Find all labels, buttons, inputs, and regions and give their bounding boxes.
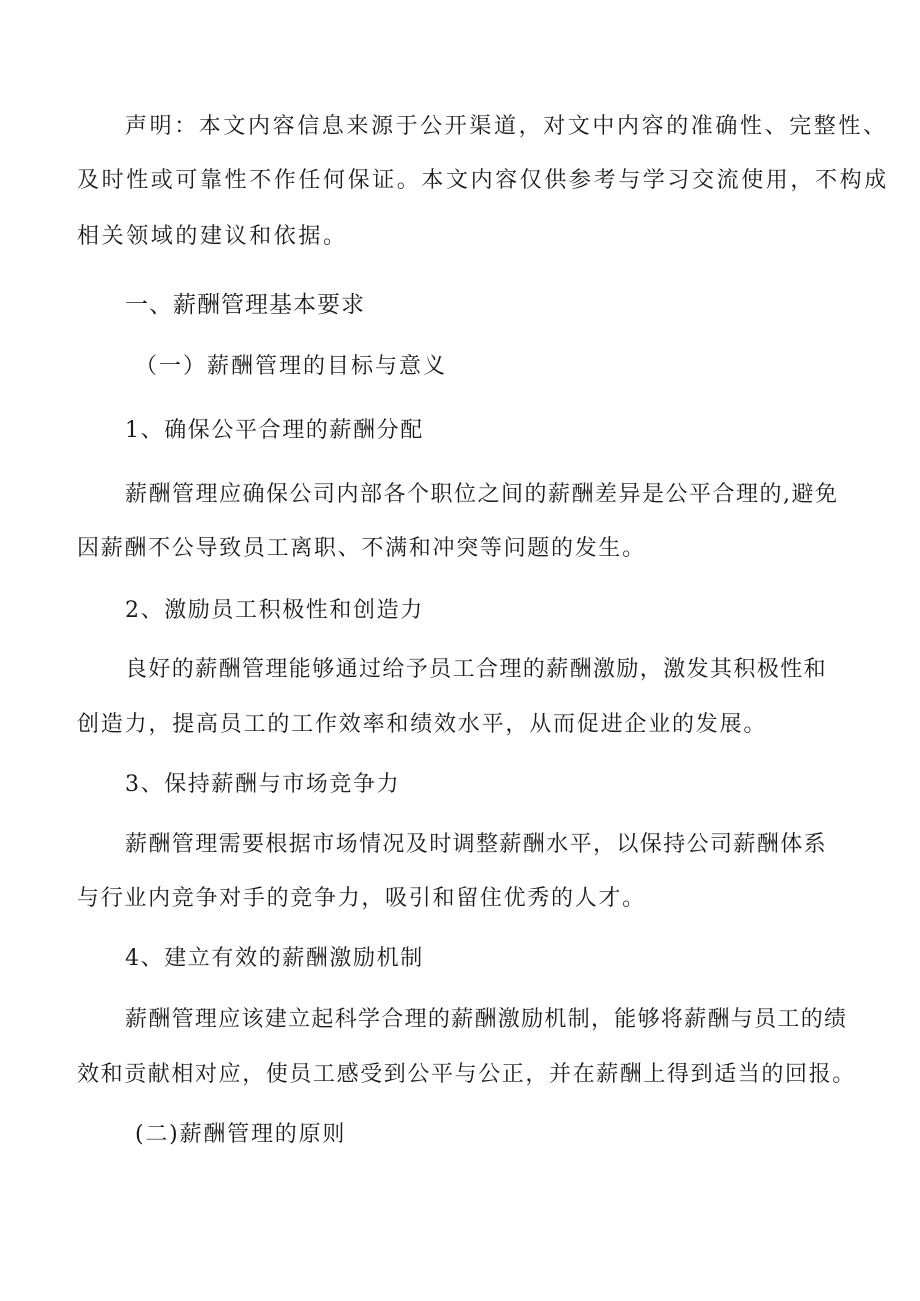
item-1-body-line-2: 因薪酬不公导致员工离职、不满和冲突等问题的发生。 — [77, 536, 646, 561]
item-2-heading: 2、激励员工积极性和创造力 — [125, 598, 424, 623]
item-1-body-line-1: 薪酬管理应确保公司内部各个职位之间的薪酬差异是公平合理的,避免 — [125, 482, 839, 507]
item-4-body-line-1: 薪酬管理应该建立起科学合理的薪酬激励机制，能够将薪酬与员工的绩 — [125, 1007, 848, 1032]
disclaimer-line-1: 声明：本文内容信息来源于公开渠道，对文中内容的准确性、完整性、 — [125, 114, 888, 139]
item-3-body-line-1: 薪酬管理需要根据市场情况及时调整薪酬水平，以保持公司薪酬体系 — [125, 832, 828, 857]
item-3-heading: 3、保持薪酬与市场竞争力 — [125, 772, 401, 797]
item-2-body-line-1: 良好的薪酬管理能够通过给予员工合理的薪酬激励，激发其积极性和 — [125, 657, 828, 682]
disclaimer-line-3: 相关领域的建议和依据。 — [77, 224, 348, 249]
item-4-body-line-2: 效和贡献相对应，使员工感受到公平与公正，并在薪酬上得到适当的回报。 — [77, 1062, 856, 1087]
item-3-body-line-2: 与行业内竞争对手的竞争力，吸引和留住优秀的人才。 — [77, 886, 646, 911]
item-2-body-line-2: 创造力，提高员工的工作效率和绩效水平，从而促进企业的发展。 — [77, 712, 768, 737]
subsection-1-heading: （一）薪酬管理的目标与意义 — [135, 354, 448, 379]
disclaimer-line-2: 及时性或可靠性不作任何保证。本文内容仅供参考与学习交流使用，不构成 — [77, 168, 889, 193]
item-1-heading: 1、确保公平合理的薪酬分配 — [125, 418, 424, 443]
section-heading: 一、薪酬管理基本要求 — [125, 292, 365, 318]
subsection-2-heading: (二)薪酬管理的原则 — [135, 1122, 347, 1147]
item-4-heading: 4、建立有效的薪酬激励机制 — [125, 946, 424, 971]
